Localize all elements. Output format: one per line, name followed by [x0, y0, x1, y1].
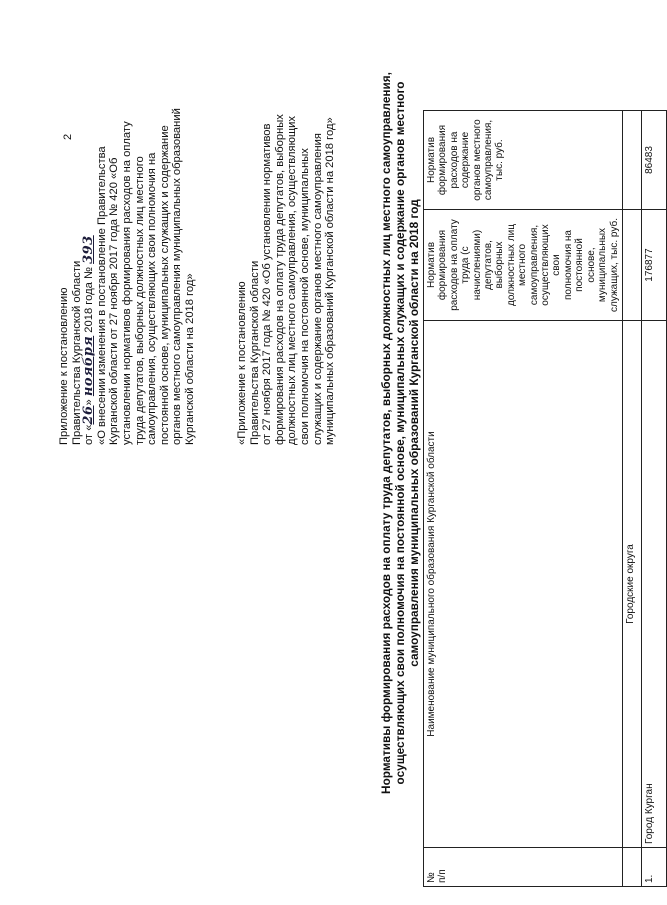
- header-line: Норматив формирования: [426, 124, 449, 196]
- document-title: [379, 43, 421, 823]
- header-line: местного самоуправления,: [517, 224, 540, 306]
- date-mid: »: [83, 399, 96, 406]
- appendix-2-line: от 27 ноября 2017 года № 420 «Об установлении нормативов: [261, 123, 274, 445]
- group-label: Городские округа: [622, 321, 641, 848]
- appendix-2-line: «Приложение к постановлению: [236, 281, 248, 445]
- header-name: Наименование муниципального образования Курганской области: [424, 321, 623, 848]
- row-name: Город Курган: [641, 321, 666, 848]
- title-line: Нормативы формирования расходов на оплату труда депутатов, выборных должностных лиц местного самоуправления,: [379, 72, 393, 794]
- appendix-1-line: самоуправления, осуществляющих свои полномочия на: [146, 152, 159, 445]
- appendix-1-line: постоянной основе, муниципальных служащих и содержание: [158, 125, 171, 445]
- header-line: полномочия на постоянной: [562, 230, 586, 300]
- header-norm-maintenance: [424, 111, 623, 210]
- appendix-1-line: труда депутатов, выборных должностных лиц местного: [133, 156, 146, 445]
- appendix-2-block: [236, 114, 337, 445]
- appendix-1-line: Приложение к постановлению: [58, 287, 70, 445]
- appendix-2-line: формирования расходов на оплату труда депутатов, выборных: [273, 114, 286, 445]
- appendix-1-line: установлении нормативов формирования расходов на оплату: [120, 121, 133, 445]
- header-line: Норматив формирования: [426, 229, 449, 301]
- header-norm-wages: [424, 210, 623, 321]
- group-empty-cell: [622, 111, 641, 210]
- title-line: осуществляющих свои полномочия на постоянной основе, муниципальных служащих и содержание органов местного: [393, 81, 407, 785]
- row-norm-wages: 176877: [641, 210, 666, 321]
- appendix-2-line: муниципальных образований Курганской области на 2018 год»: [324, 117, 337, 445]
- appendix-2-line: Правительства Курганской области: [248, 260, 261, 445]
- header-line: тыс. руб.: [494, 139, 506, 181]
- page-number: 2: [62, 133, 74, 140]
- header-line: расходов на оплату труда (с: [448, 219, 472, 311]
- row-norm-maintenance: 86483: [641, 111, 666, 210]
- header-line: расходов на содержание: [448, 131, 472, 189]
- header-line: выборных должностных лиц: [494, 224, 517, 307]
- header-line: органов местного: [471, 119, 483, 201]
- handwritten-number: 393: [81, 235, 97, 264]
- table-header-row: [424, 111, 623, 887]
- table-group-row: [622, 111, 641, 887]
- norms-table: [423, 110, 667, 887]
- header-line: основе, муниципальных: [585, 227, 609, 303]
- appendix-1-block: [58, 108, 197, 445]
- title-line: самоуправления муниципальных образований Курганской области на 2018 год: [407, 199, 421, 667]
- header-num: [424, 848, 623, 887]
- appendix-1-line: Курганской области на 2018 год»: [183, 273, 196, 445]
- handwritten-day: 26: [81, 405, 97, 425]
- header-line: служащих, тыс. руб.: [608, 218, 620, 312]
- group-empty-cell: [622, 210, 641, 321]
- header-line: начислениями) депутатов,: [471, 229, 495, 301]
- appendix-1-line: органов местного самоуправления муниципальных образований: [171, 108, 184, 445]
- appendix-2-line: должностных лиц местного самоуправления, осуществляющих: [286, 115, 299, 445]
- table-row: [641, 111, 666, 887]
- appendix-2-line: свои полномочия на постоянной основе, муниципальных: [298, 148, 311, 445]
- appendix-1-line: Курганской области от 27 ноября 2017 года № 420 «Об: [108, 157, 121, 445]
- date-year: 2018 года №: [83, 267, 96, 333]
- header-line: самоуправления,: [483, 119, 495, 201]
- header-line: осуществляющих свои: [540, 224, 563, 306]
- appendix-1-date-line: [83, 108, 96, 445]
- header-num-label: п/п: [437, 869, 449, 883]
- appendix-1-line: «О внесении изменения в постановление Правительства: [95, 146, 108, 445]
- date-prefix: от «: [83, 424, 96, 445]
- row-num: 1.: [641, 848, 666, 887]
- handwritten-month: ноября: [81, 335, 97, 397]
- header-num-symbol: №: [426, 872, 437, 883]
- appendix-1-line: Правительства Курганской области: [70, 260, 83, 445]
- group-empty-cell: [622, 848, 641, 887]
- appendix-2-line: служащих и содержание органов местного самоуправления: [311, 133, 324, 445]
